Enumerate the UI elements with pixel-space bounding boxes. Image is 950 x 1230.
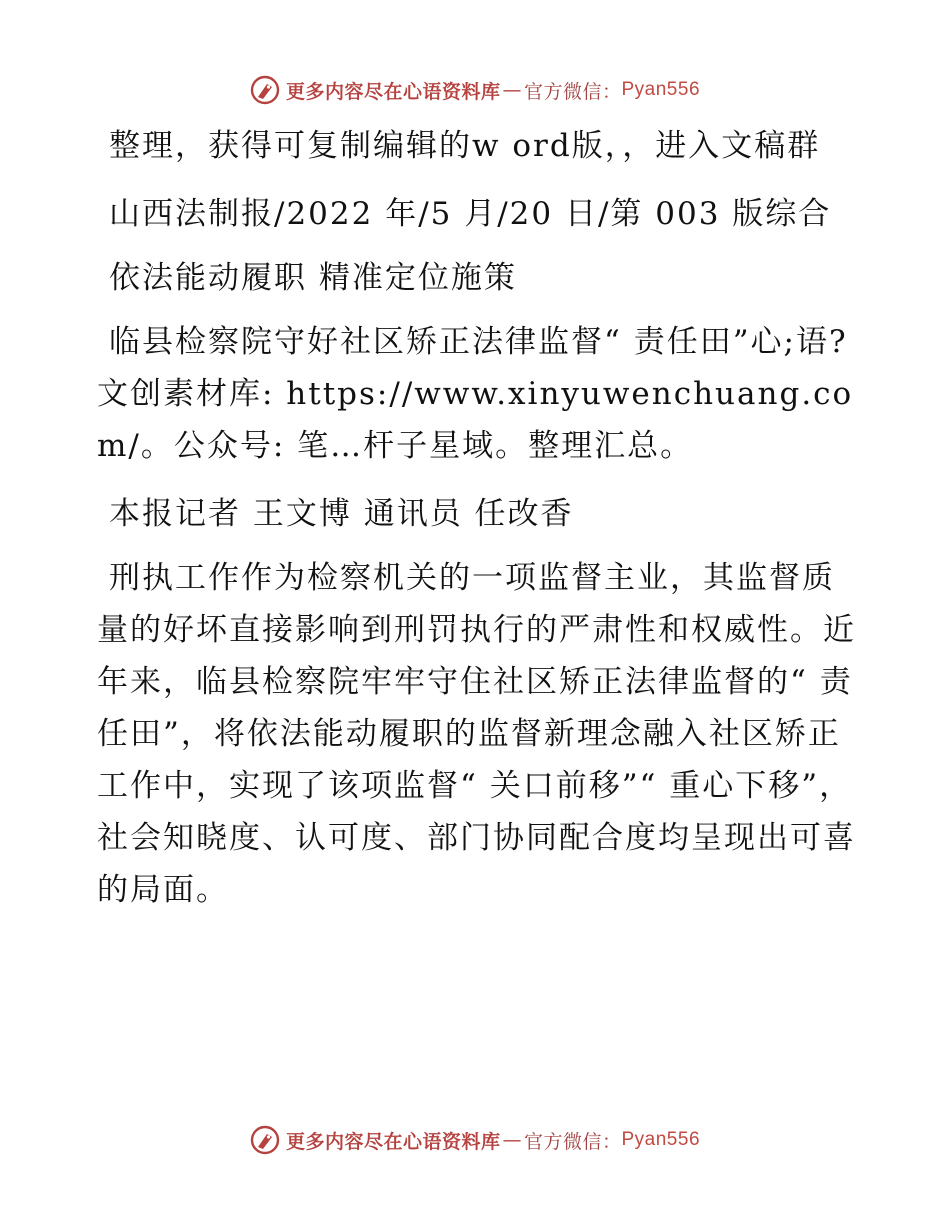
bottom-watermark-banner (0, 1120, 950, 1160)
banner-main-text: 更多内容尽在心语资料库 (285, 80, 501, 103)
byline: 本报记者 王文博 通讯员 任改香 (109, 496, 574, 532)
top-watermark-banner (0, 70, 950, 110)
banner-wechat-label: 官方微信： (523, 80, 622, 103)
banner-main-text: 更多内容尽在心语资料库 (285, 1130, 501, 1153)
pen-nib-circle-icon (250, 75, 280, 105)
intro-paragraph: 整理，获得可复制编辑的w ord版，，进入文稿群 (109, 128, 821, 164)
headline: 依法能动履职 精准定位施策 (109, 260, 517, 296)
subheadline: 临县检察院守好社区矫正法律监督“ 责任田”心;语?文创素材库: https://www.xinyuwenchuang.com/。公众号: 笔…杆子星域。整理汇总。 (97, 324, 854, 464)
pen-nib-circle-icon (250, 1125, 280, 1155)
document-body (97, 120, 857, 932)
body-paragraph: 刑执工作作为检察机关的一项监督主业，其监督质量的好坏直接影响到刑罚执行的严肃性和权威性。近年来，临县检察院牢牢守住社区矫正法律监督的“ 责任田”，将依法能动履职的监督新理念融入社区矫正工作中，实现了该项监督“ 关口前移”“ 重心下移”，社会知晓度、认可度、部门协同配合度均呈现出可喜的局面。 (97, 560, 856, 908)
banner-wechat-label: 官方微信： (523, 1130, 622, 1153)
banner-wechat-id: Pyan556 (621, 1129, 701, 1150)
banner-wechat-id: Pyan556 (621, 79, 701, 100)
banner-dash: — (502, 79, 522, 101)
source-line: 山西法制报/2022 年/5 月/20 日/第 003 版综合 (109, 196, 832, 232)
banner-dash: — (502, 1129, 522, 1151)
